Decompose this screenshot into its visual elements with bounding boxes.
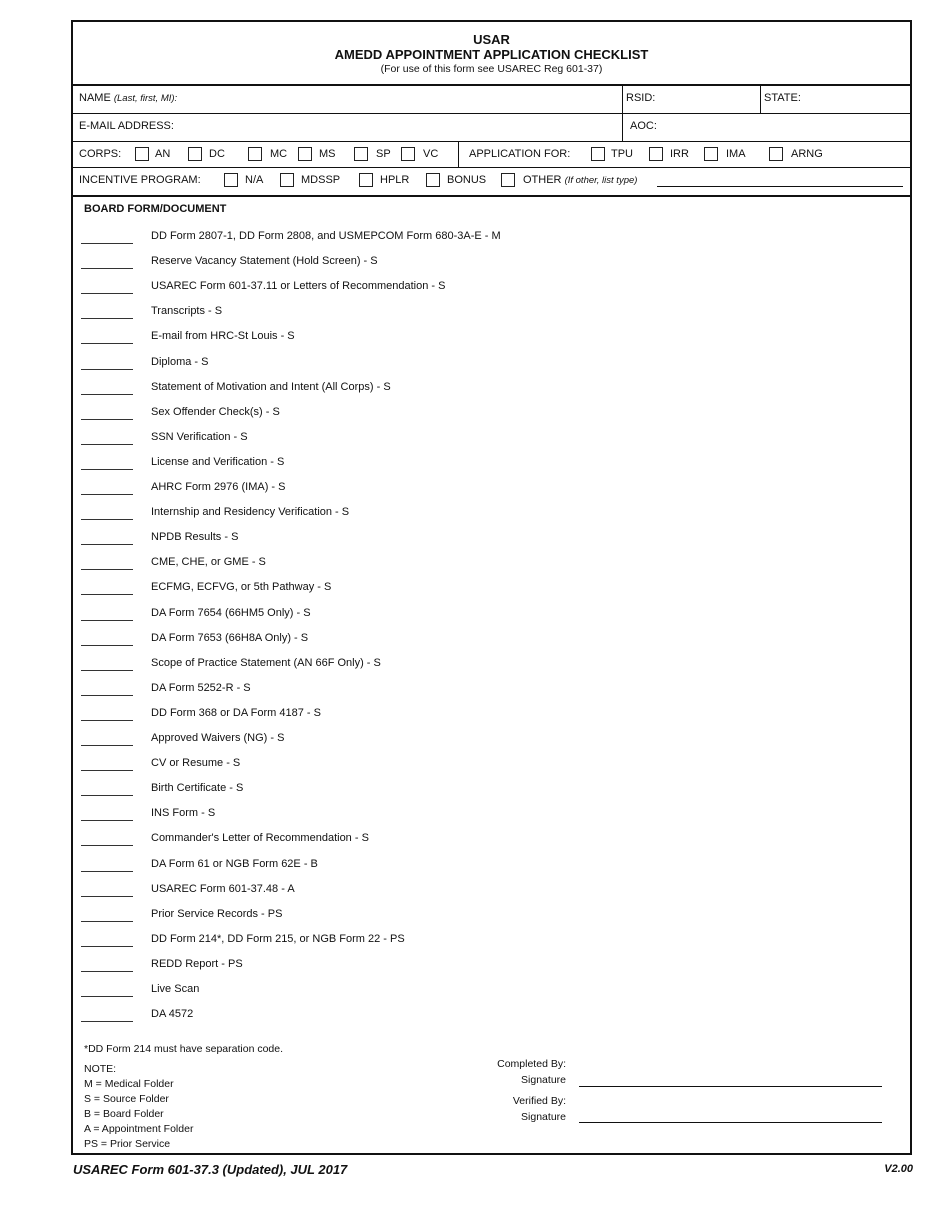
corps-dc-checkbox[interactable] (188, 147, 202, 161)
corps-label: CORPS: (79, 148, 122, 160)
checklist-item-label: Reserve Vacancy Statement (Hold Screen) - S (151, 255, 378, 268)
form-subtitle: (For use of this form see USAREC Reg 601-37) (380, 63, 603, 75)
checklist-item-label: DA Form 7654 (66HM5 Only) - S (151, 606, 311, 619)
checklist-blank[interactable] (81, 896, 133, 897)
incentive-mdssp-label: MDSSP (301, 174, 341, 186)
checklist-blank[interactable] (81, 645, 133, 646)
rsid-label: RSID: (626, 92, 656, 104)
checklist-item (73, 607, 910, 621)
checklist-item (73, 356, 910, 370)
corps-vc-label: VC (423, 148, 439, 160)
completed-signature-line[interactable] (579, 1086, 882, 1087)
incentive-other-hint: (If other, list type) (564, 175, 638, 186)
checklist-item (73, 908, 910, 922)
board-section-title: BOARD FORM/DOCUMENT (84, 203, 227, 215)
name-row (73, 84, 910, 114)
corps-mc-checkbox[interactable] (248, 147, 262, 161)
checklist-item (73, 230, 910, 244)
completed-by-label: Completed By: (497, 1058, 566, 1070)
checklist-blank[interactable] (81, 594, 133, 595)
checklist-item (73, 858, 910, 872)
corps-sp-checkbox[interactable] (354, 147, 368, 161)
note-line: S = Source Folder (84, 1093, 169, 1105)
checklist-item-label: Sex Offender Check(s) - S (151, 405, 280, 418)
app-tpu-label: TPU (611, 148, 633, 160)
incentive-other-label: OTHER (523, 174, 562, 186)
checklist-item-label: CME, CHE, or GME - S (151, 556, 266, 569)
checklist-item (73, 556, 910, 570)
checklist-item-label: Transcripts - S (151, 305, 223, 318)
verified-by-label: Verified By: (512, 1095, 566, 1107)
corps-dc-label: DC (209, 148, 225, 160)
checklist-item (73, 983, 910, 997)
note-line: A = Appointment Folder (84, 1123, 194, 1135)
corps-row (73, 141, 910, 168)
checklist-blank[interactable] (81, 243, 133, 244)
incentive-mdssp-checkbox[interactable] (280, 173, 294, 187)
corps-vc-checkbox[interactable] (401, 147, 415, 161)
checklist-item-label: Commander's Letter of Recommendation - S (151, 832, 369, 845)
checklist-item-label: DA Form 61 or NGB Form 62E - B (151, 857, 318, 870)
form-title: AMEDD APPOINTMENT APPLICATION CHECKLIST (334, 47, 649, 62)
checklist-item-label: SSN Verification - S (151, 430, 248, 443)
checklist-item (73, 381, 910, 395)
aoc-field[interactable] (622, 113, 910, 141)
checklist-item (73, 632, 910, 646)
checklist-item (73, 506, 910, 520)
checklist-item (73, 682, 910, 696)
checklist-item (73, 782, 910, 796)
checklist-blank[interactable] (81, 268, 133, 269)
app-irr-checkbox[interactable] (649, 147, 663, 161)
name-hint: (Last, first, MI): (113, 93, 178, 104)
app-tpu-checkbox[interactable] (591, 147, 605, 161)
checklist-item (73, 531, 910, 545)
checklist-item (73, 305, 910, 319)
application-label: APPLICATION FOR: (469, 148, 571, 160)
note-line: PS = Prior Service (84, 1138, 171, 1150)
email-field[interactable] (73, 113, 623, 141)
checklist-item-label: Statement of Motivation and Intent (All Corps) - S (151, 380, 391, 393)
checklist-item (73, 1008, 910, 1022)
checklist-item (73, 456, 910, 470)
checklist-item (73, 406, 910, 420)
checklist-blank[interactable] (81, 996, 133, 997)
app-arng-checkbox[interactable] (769, 147, 783, 161)
checklist-item-label: Internship and Residency Verification - S (151, 506, 350, 519)
checklist-blank[interactable] (81, 971, 133, 972)
checklist-item-label: Prior Service Records - PS (151, 907, 283, 920)
checklist-blank[interactable] (81, 519, 133, 520)
app-ima-checkbox[interactable] (704, 147, 718, 161)
checklist-blank[interactable] (81, 318, 133, 319)
checklist-item (73, 657, 910, 671)
form-title-usar: USAR (473, 32, 510, 47)
checklist-item (73, 481, 910, 495)
checklist-blank[interactable] (81, 394, 133, 395)
state-field[interactable] (760, 84, 910, 113)
checklist-blank[interactable] (81, 469, 133, 470)
incentive-na-checkbox[interactable] (224, 173, 238, 187)
checklist-blank[interactable] (81, 745, 133, 746)
incentive-other-checkbox[interactable] (501, 173, 515, 187)
checklist-item (73, 431, 910, 445)
email-row (73, 113, 910, 142)
name-label: NAME (79, 92, 111, 104)
checklist-blank[interactable] (81, 921, 133, 922)
checklist-item-label: License and Verification - S (151, 455, 285, 468)
checklist-item-label: DA Form 7653 (66H8A Only) - S (151, 631, 309, 644)
checklist-item (73, 732, 910, 746)
form-id: USAREC Form 601-37.3 (Updated), JUL 2017 (73, 1162, 348, 1177)
checklist-blank[interactable] (81, 670, 133, 671)
app-irr-label: IRR (670, 148, 689, 160)
checklist-item (73, 757, 910, 771)
checklist-blank[interactable] (81, 820, 133, 821)
checklist-item-label: AHRC Form 2976 (IMA) - S (151, 481, 286, 493)
checklist-blank[interactable] (81, 569, 133, 570)
incentive-hplr-label: HPLR (380, 174, 410, 186)
checklist-item (73, 832, 910, 846)
checklist-item-label: DD Form 368 or DA Form 4187 - S (151, 706, 321, 719)
name-field[interactable] (73, 84, 623, 113)
checklist-blank[interactable] (81, 293, 133, 294)
checklist-item (73, 581, 910, 595)
checklist-item-label: INS Form - S (151, 807, 216, 820)
verified-signature-line[interactable] (579, 1122, 882, 1123)
checklist-item-label: USAREC Form 601-37.11 or Letters of Recommendation - S (151, 280, 446, 293)
checklist-item (73, 330, 910, 344)
checklist-blank[interactable] (81, 795, 133, 796)
note-line: M = Medical Folder (84, 1078, 174, 1090)
checklist-item-label: NPDB Results - S (151, 531, 239, 544)
checklist-form (71, 20, 912, 1155)
checklist-item-label: DA 4572 (151, 1008, 194, 1021)
notes-legend (84, 1062, 193, 1152)
checklist-item (73, 807, 910, 821)
checklist-item-label: CV or Resume - S (151, 757, 241, 770)
checklist-blank[interactable] (81, 946, 133, 947)
checklist-blank[interactable] (81, 695, 133, 696)
incentive-bonus-label: BONUS (447, 174, 487, 186)
checklist-blank[interactable] (81, 343, 133, 344)
checklist-blank[interactable] (81, 720, 133, 721)
corps-an-checkbox[interactable] (135, 147, 149, 161)
checklist-item (73, 933, 910, 947)
aoc-label: AOC: (630, 120, 657, 132)
checklist-blank[interactable] (81, 845, 133, 846)
checklist-blank[interactable] (81, 494, 133, 495)
checklist-blank[interactable] (81, 444, 133, 445)
checklist-item (73, 280, 910, 294)
checklist-item-label: DD Form 214*, DD Form 215, or NGB Form 22 - PS (151, 932, 405, 945)
checklist-item-label: E-mail from HRC-St Louis - S (151, 330, 295, 343)
incentive-row (73, 167, 910, 197)
incentive-hplr-checkbox[interactable] (359, 173, 373, 187)
corps-mc-label: MC (270, 148, 288, 160)
checklist-item-label: Approved Waivers (NG) - S (151, 732, 285, 744)
checklist-item (73, 255, 910, 269)
checklist-item-label: DD Form 2807-1, DD Form 2808, and USMEPCOM Form 680-3A-E - M (151, 230, 501, 242)
checklist-item-label: Birth Certificate - S (151, 782, 244, 795)
checklist-blank[interactable] (81, 620, 133, 621)
checklist-blank[interactable] (81, 544, 133, 545)
application-group (458, 141, 910, 167)
incentive-bonus-checkbox[interactable] (426, 173, 440, 187)
corps-ms-label: MS (319, 148, 336, 160)
checklist-item-label: Scope of Practice Statement (AN 66F Only) - S (151, 656, 381, 669)
checklist-item (73, 707, 910, 721)
completed-signature-label: Signature (521, 1074, 566, 1086)
email-label: E-MAIL ADDRESS: (79, 120, 174, 132)
checklist-blank[interactable] (81, 770, 133, 771)
checklist-item-label: Live Scan (151, 983, 200, 995)
corps-ms-checkbox[interactable] (298, 147, 312, 161)
verified-signature-label: Signature (521, 1111, 566, 1123)
incentive-label: INCENTIVE PROGRAM: (79, 174, 201, 186)
footnote: *DD Form 214 must have separation code. (84, 1043, 284, 1055)
corps-an-label: AN (155, 148, 171, 160)
checklist-blank[interactable] (81, 1021, 133, 1022)
checklist-item-label: REDD Report - PS (151, 957, 243, 970)
note-line: B = Board Folder (84, 1108, 164, 1120)
checklist-item-label: Diploma - S (151, 355, 209, 368)
checklist-item (73, 958, 910, 972)
checklist-item-label: USAREC Form 601-37.48 - A (151, 882, 295, 895)
corps-sp-label: SP (376, 148, 391, 160)
checklist-item-label: ECFMG, ECFVG, or 5th Pathway - S (151, 581, 332, 594)
incentive-na-label: N/A (245, 174, 264, 186)
checklist-item-label: DA Form 5252-R - S (151, 681, 251, 694)
corps-group (73, 141, 459, 167)
rsid-field[interactable] (622, 84, 761, 113)
form-header (73, 22, 910, 86)
app-arng-label: ARNG (791, 148, 823, 160)
checklist-blank[interactable] (81, 871, 133, 872)
form-version: V2.00 (884, 1163, 913, 1175)
app-ima-label: IMA (726, 148, 746, 160)
notes-title: NOTE: (84, 1063, 117, 1075)
state-label: STATE: (764, 92, 801, 104)
checklist-blank[interactable] (81, 369, 133, 370)
incentive-other-input[interactable] (657, 186, 903, 187)
checklist-blank[interactable] (81, 419, 133, 420)
checklist-item (73, 883, 910, 897)
